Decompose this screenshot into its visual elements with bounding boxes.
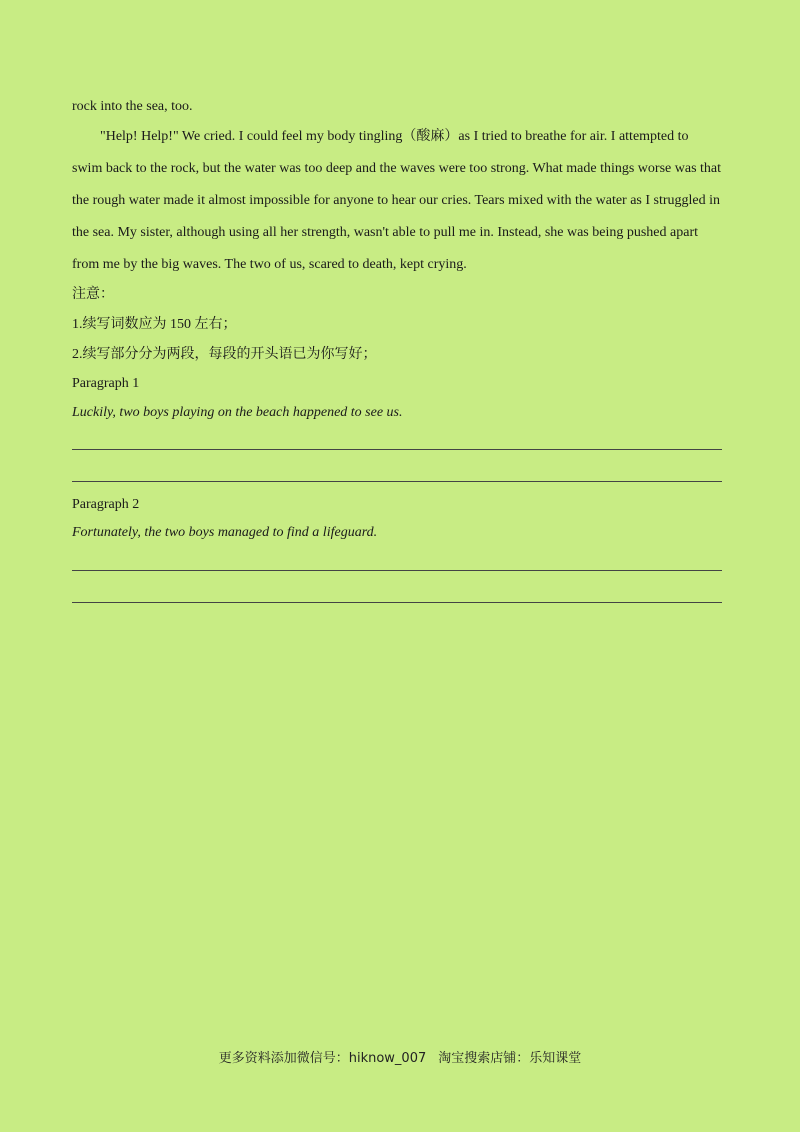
notes-item: 1.续写词数应为 150 左右； bbox=[72, 317, 237, 332]
writing-line bbox=[72, 570, 722, 571]
passage-line: rock into the sea, too. bbox=[72, 99, 193, 114]
notes-item: 2.续写部分分为两段，每段的开头语已为你写好； bbox=[72, 347, 377, 362]
passage-line: swim back to the rock, but the water was too deep and the waves were too strong. What made things worse was that bbox=[72, 161, 722, 176]
writing-line bbox=[72, 481, 722, 482]
passage-line: the sea. My sister, although using all her strength, wasn't able to pull me in. Instead, she was being pushed apart bbox=[72, 225, 698, 240]
footer-contact: 更多资料添加微信号：hiknow_007 bbox=[218, 1051, 427, 1066]
notes-heading: 注意： bbox=[72, 287, 114, 302]
footer-shop: 淘宝搜索店铺：乐知课堂 bbox=[438, 1051, 582, 1066]
paragraph1-opening: Luckily, two boys playing on the beach happened to see us. bbox=[72, 405, 403, 420]
page-footer bbox=[0, 1047, 800, 1066]
paragraph2-label: Paragraph 2 bbox=[72, 497, 140, 512]
writing-line bbox=[72, 602, 722, 603]
passage-line: from me by the big waves. The two of us, scared to death, kept crying. bbox=[72, 257, 467, 272]
writing-line bbox=[72, 449, 722, 450]
passage-line: "Help! Help!" We cried. I could feel my body tingling（酸麻）as I tried to breathe for air. I attempted to bbox=[100, 129, 689, 144]
paragraph2-opening: Fortunately, the two boys managed to find a lifeguard. bbox=[72, 525, 378, 540]
passage-line: the rough water made it almost impossible for anyone to hear our cries. Tears mixed with the water as I struggled in bbox=[72, 193, 721, 208]
paragraph1-label: Paragraph 1 bbox=[72, 376, 140, 391]
